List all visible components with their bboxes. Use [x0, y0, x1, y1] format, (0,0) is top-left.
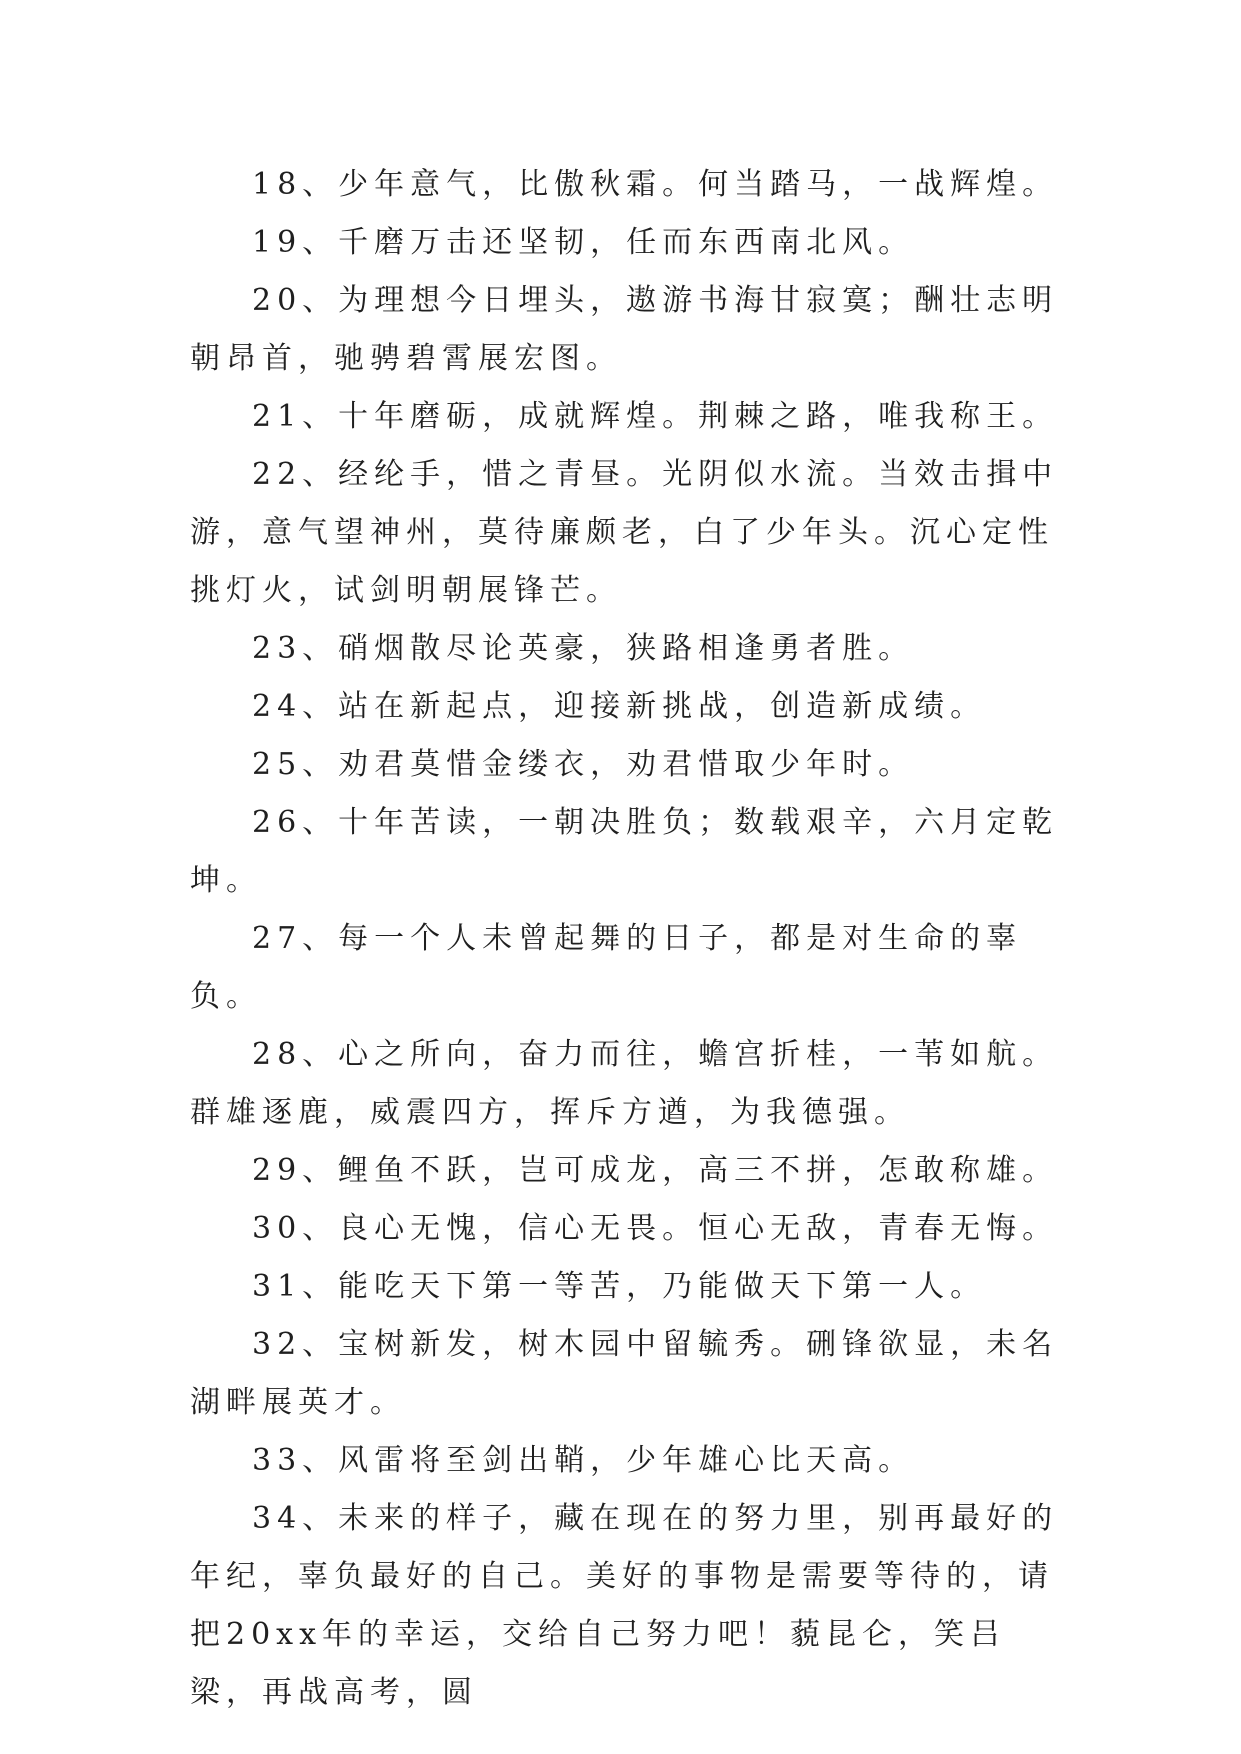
paragraph-23: 23、硝烟散尽论英豪，狭路相逢勇者胜。: [252, 631, 915, 666]
paragraph-22: 22、经纶手，惜之青昼。光阴似水流。当效击揖中游，意气望神州，莫待廉颇老，白了少年头。沉心定性挑灯火，试剑明朝展锋芒。: [190, 457, 1059, 608]
paragraph-31: 31、能吃天下第一等苦，乃能做天下第一人。: [252, 1269, 987, 1304]
paragraph-18: 18、少年意气，比傲秋霜。何当踏马，一战辉煌。: [252, 167, 1059, 202]
paragraph-19: 19、千磨万击还坚韧，任而东西南北风。: [252, 225, 915, 260]
paragraph-20: 20、为理想今日埋头，遨游书海甘寂寞；酬壮志明朝昂首，驰骋碧霄展宏图。: [190, 283, 1059, 376]
paragraph-26: 26、十年苦读，一朝决胜负；数载艰辛，六月定乾坤。: [190, 805, 1059, 898]
paragraph-28: 28、心之所向，奋力而往，蟾宫折桂，一苇如航。群雄逐鹿，威震四方，挥斥方遒，为我德强。: [190, 1037, 1059, 1130]
paragraph-25: 25、劝君莫惜金缕衣，劝君惜取少年时。: [252, 747, 915, 782]
paragraph-21: 21、十年磨砺，成就辉煌。荆棘之路，唯我称王。: [252, 399, 1059, 434]
paragraph-27: 27、每一个人未曾起舞的日子，都是对生命的辜负。: [190, 921, 1023, 1014]
document-body: [190, 156, 1060, 1722]
paragraph-32: 32、宝树新发，树木园中留毓秀。硎锋欲显，未名湖畔展英才。: [190, 1327, 1059, 1420]
paragraph-30: 30、良心无愧，信心无畏。恒心无敌，青春无悔。: [252, 1211, 1059, 1246]
paragraph-34: 34、未来的样子，藏在现在的努力里，别再最好的年纪，辜负最好的自己。美好的事物是需要等待的，请把20xx年的幸运，交给自己努力吧！藐昆仑，笑吕梁，再战高考，圆: [190, 1501, 1059, 1710]
paragraph-24: 24、站在新起点，迎接新挑战，创造新成绩。: [252, 689, 987, 724]
paragraph-29: 29、鲤鱼不跃，岂可成龙，高三不拼，怎敢称雄。: [252, 1153, 1059, 1188]
paragraph-33: 33、风雷将至剑出鞘，少年雄心比天高。: [252, 1443, 915, 1478]
